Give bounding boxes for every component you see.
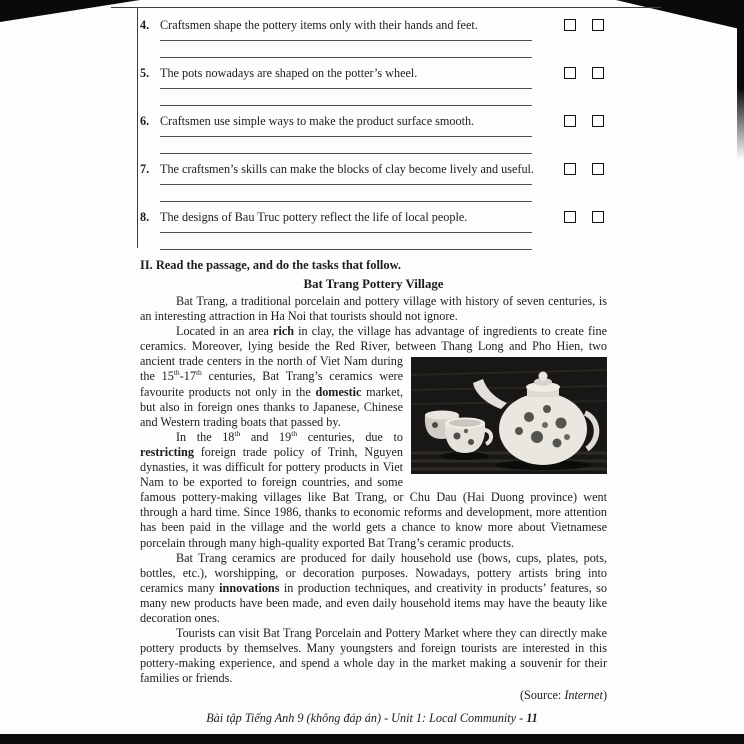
scan-corner-top-right — [616, 0, 744, 30]
passage-title: Bat Trang Pottery Village — [303, 277, 444, 291]
paragraph-text: In the 18th and 19th centuries, due to restricting foreign trade policy of Trinh, Nguyen dynasties, it was difficult for pottery products in Viet Nam to be exported to foreign countries, and some famous pottery-making villages like Bat Trang, or Chu Dau (Hai Duong province) went through a hard time. Since 1986, thanks to economic reforms and development, more attention has been paid in the village and the world gets a chance to know more about Vietnamese porcelain through many high-quality exported Bat Trang’s ceramic products. — [140, 428, 607, 550]
item-number: 6. — [140, 114, 150, 128]
answer-checkboxes — [564, 114, 607, 128]
exercise-item-4 — [140, 18, 607, 58]
paragraph-text: ancient trade centers in the north of Viet Nam during the 15th-17th centuries, Bat Trang’s ceramics were favourite products not only in the domestic market, but also in foreign ones thanks to Japanese, Chinese and Western trading boats that passed by. — [140, 354, 403, 429]
answer-line — [160, 185, 532, 202]
true-checkbox[interactable] — [564, 19, 576, 31]
statement-row — [140, 162, 607, 176]
exercise-item-8 — [140, 210, 607, 250]
passage-paragraph-4 — [140, 551, 607, 626]
item-statement: The craftsmen’s skills can make the blocks of clay become lively and useful. — [160, 162, 534, 176]
scan-bottom-edge — [0, 734, 744, 744]
section-ii-heading: II. Read the passage, and do the tasks that follow. — [140, 258, 401, 272]
false-checkbox[interactable] — [592, 115, 604, 127]
answer-checkboxes — [564, 66, 607, 80]
answer-line — [160, 89, 532, 106]
pottery-photo-graphic — [411, 357, 607, 474]
false-checkbox[interactable] — [592, 67, 604, 79]
paragraph-text: Located in an area rich in clay, the village has advantage of ingredients to create fine ceramics. Moreover, lying beside the Red River, between Thang Long and Pho Hien, two — [140, 324, 607, 354]
true-checkbox[interactable] — [564, 163, 576, 175]
answer-checkboxes — [564, 210, 607, 224]
answer-line — [160, 233, 532, 250]
item-statement: Craftsmen shape the pottery items only with their hands and feet. — [160, 18, 478, 32]
page-top-rule — [111, 7, 661, 8]
left-column-rule — [137, 7, 138, 248]
answer-line — [160, 176, 532, 185]
exercise-item-5 — [140, 66, 607, 106]
answer-checkboxes — [564, 18, 607, 32]
footer-text: Bài tập Tiếng Anh 9 (không đáp án) - Unit 1: Local Community - 11 — [206, 711, 538, 725]
item-number: 8. — [140, 210, 150, 224]
item-number: 5. — [140, 66, 150, 80]
paragraph-text: Bat Trang, a traditional porcelain and pottery village with history of seven centuries, is an interesting attraction in Ha Noi that tourists should not ignore. — [140, 294, 607, 324]
true-checkbox[interactable] — [564, 115, 576, 127]
source-line — [140, 688, 607, 703]
passage-paragraph-2 — [140, 324, 607, 430]
item-number: 4. — [140, 18, 150, 32]
passage-paragraph-5 — [140, 626, 607, 686]
statement-row — [140, 66, 607, 80]
answer-checkboxes — [564, 162, 607, 176]
exercise-item-6 — [140, 114, 607, 154]
false-checkbox[interactable] — [592, 19, 604, 31]
paragraph-text: Bat Trang ceramics are produced for daily household use (bows, cups, plates, pots, bottles, etc.), worshipping, or decoration purposes. Nowadays, pottery artists bring into ceramics many innovations in production techniques, and creativity in products’ features, so many new products have been made, and even daily household items may have the beauty like decoration ones. — [140, 550, 607, 625]
false-checkbox[interactable] — [592, 211, 604, 223]
statement-row — [140, 114, 607, 128]
source-text: (Source: Internet) — [520, 688, 607, 703]
exercise-item-7 — [140, 162, 607, 202]
answer-line — [160, 32, 532, 41]
page-content — [140, 12, 607, 703]
item-statement: The designs of Bau Truc pottery reflect the life of local people. — [160, 210, 468, 224]
scan-corner-top-left — [0, 0, 140, 22]
page-footer — [110, 711, 634, 726]
answer-line — [160, 80, 532, 89]
scan-edge-right — [737, 0, 744, 160]
answer-line — [160, 41, 532, 58]
true-checkbox[interactable] — [564, 67, 576, 79]
answer-line — [160, 224, 532, 233]
false-checkbox[interactable] — [592, 163, 604, 175]
statement-row — [140, 18, 607, 32]
true-checkbox[interactable] — [564, 211, 576, 223]
passage-paragraph-1 — [140, 294, 607, 324]
true-false-exercise — [140, 12, 607, 250]
item-statement: The pots nowadays are shaped on the potter’s wheel. — [160, 66, 418, 80]
pottery-teapot-photo — [411, 357, 607, 474]
paragraph-text: Tourists can visit Bat Trang Porcelain and Pottery Market where they can directly make pottery products by themselves. Many youngsters and foreign tourists are interested in this pottery-making experience, and spend a whole day in the market making a souvenir for their families or friends. — [140, 626, 607, 686]
answer-line — [160, 137, 532, 154]
answer-line — [160, 128, 532, 137]
statement-row — [140, 210, 607, 224]
item-statement: Craftsmen use simple ways to make the product surface smooth. — [160, 114, 475, 128]
item-number: 7. — [140, 162, 150, 176]
